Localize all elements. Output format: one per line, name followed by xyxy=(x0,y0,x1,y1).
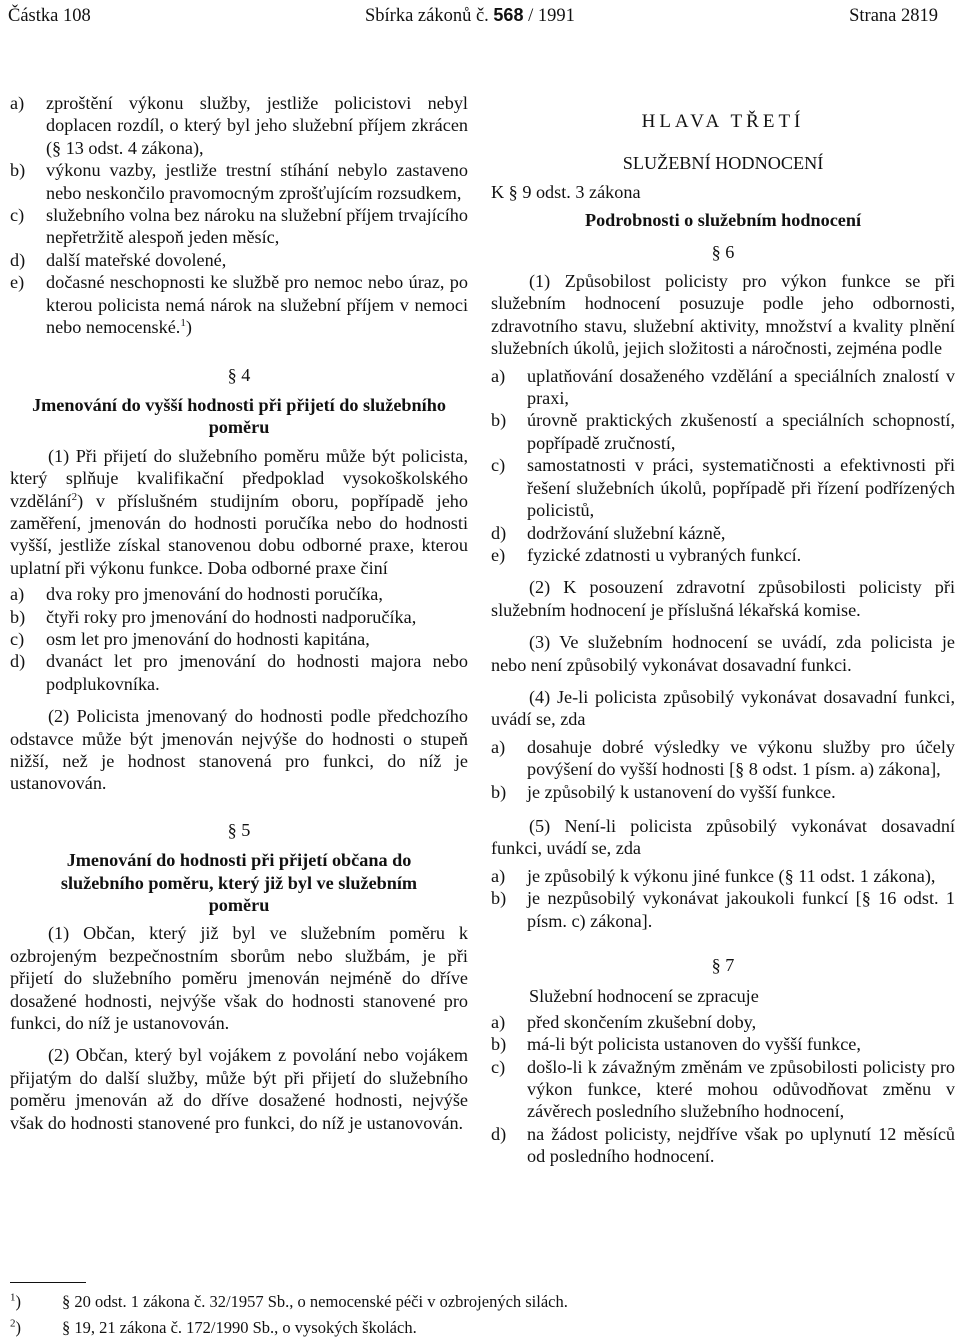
chapter-title: SLUŽEBNÍ HODNOCENÍ xyxy=(622,153,824,174)
item-text: služebního volna bez nároku na služební příjem trvajícího nepřetržitě alespoň jeden měsíc, xyxy=(46,205,468,248)
item-label: a) xyxy=(10,584,25,605)
list-item xyxy=(491,409,955,454)
header-page: Strana 2819 xyxy=(849,5,938,26)
list-item xyxy=(491,887,955,932)
item-text: zproštění výkonu služby, jestliže policistovi nebyl doplacen rozdíl, o který byl jeho služební příjem zkrácen (§ 13 odst. 4 zákona), xyxy=(46,93,468,158)
item-label: d) xyxy=(10,249,26,270)
list-item xyxy=(10,159,468,204)
section-number: § 6 xyxy=(711,241,735,262)
list-item xyxy=(491,522,955,544)
item-label: b) xyxy=(491,781,507,802)
footnote-ref: 2 xyxy=(71,490,78,503)
item-label: a) xyxy=(491,736,506,757)
item-label: c) xyxy=(10,205,25,226)
list-item xyxy=(10,583,468,605)
item-text: fyzické zdatnosti u vybraných funkcí. xyxy=(527,544,802,565)
paragraph: (5) Není-li policista způsobilý vykonávat dosavadní funkci, uvádí se, zda xyxy=(491,815,955,859)
list-item xyxy=(10,606,468,628)
paragraph: (3) Ve služebním hodnocení se uvádí, zda policista je nebo není způsobilý vykonávat dosavadní funkci. xyxy=(491,632,955,675)
list-sec6-p5 xyxy=(491,865,955,932)
list-sec6 xyxy=(491,365,955,567)
paragraph: (2) K posouzení zdravotní způsobilosti policisty při služebním hodnocení je příslušná lékařská komise. xyxy=(491,577,955,620)
list-sec6-p4 xyxy=(491,736,955,803)
paragraph: (2) Policista jmenovaný do hodnosti podle předchozího odstavce může být jmenován nejvýše do hodnosti o stupeň nižší, než je hodnost stanovená pro funkci, do níž je ustanovován. xyxy=(10,706,468,794)
paragraph-text: (1) Při přijetí do služebního poměru může být policista, který splňuje kvalifikační předpoklad vysokoškolského vzdělání xyxy=(10,445,468,511)
item-label: b) xyxy=(10,606,26,627)
list-item xyxy=(10,650,468,695)
footnote xyxy=(10,1289,950,1315)
item-label: e) xyxy=(491,544,506,565)
item-text: dodržování služební kázně, xyxy=(527,522,726,543)
header-part: Částka 108 xyxy=(8,5,91,26)
list-item xyxy=(491,865,955,887)
item-label: d) xyxy=(491,1123,507,1144)
footnote-text: § 20 odst. 1 zákona č. 32/1957 Sb., o nemocenské péči v ozbrojených silách. xyxy=(62,1292,568,1311)
item-label: d) xyxy=(10,651,26,672)
list-item xyxy=(491,1056,955,1123)
item-text: je nezpůsobilý vykonávat jakoukoli funkcí [§ 16 odst. 1 písm. c) zákona]. xyxy=(527,888,955,931)
list-item xyxy=(10,271,468,338)
left-column xyxy=(10,92,468,1134)
item-text: samostatnosti v práci, systematičnosti a efektivnosti při řešení služebních úkolů, popřípadě při řízení podřízených policistů, xyxy=(527,455,955,521)
item-text: úrovně praktických zkušeností a speciálních schopností, popřípadě zručností, xyxy=(527,410,955,453)
header-collection-label: Sbírka zákonů č. xyxy=(364,6,494,26)
item-text: dvanáct let pro jmenování do hodnosti majora nebo podplukovníka. xyxy=(46,651,468,694)
item-label: b) xyxy=(10,160,26,181)
paragraph: (4) Je-li policista způsobilý vykonávat dosavadní funkci, uvádí se, zda xyxy=(491,686,955,730)
item-label: b) xyxy=(491,410,507,431)
header-issue-number: 568 xyxy=(493,5,524,25)
list-item xyxy=(491,454,955,521)
item-text: dosahuje dobré výsledky ve výkonu služby pro účely povýšení do vyšší hodnosti [§ 8 odst. 1 písm. a) zákona], xyxy=(527,736,955,780)
list-item xyxy=(491,365,955,410)
footnote-number: 1 xyxy=(10,1291,16,1304)
item-label: e) xyxy=(10,272,25,293)
list-item xyxy=(491,781,955,803)
footnote-number: 2 xyxy=(10,1317,16,1330)
list-sec4 xyxy=(10,583,468,695)
statute-reference: K § 9 odst. 3 zákona xyxy=(491,181,641,202)
paragraph: Služební hodnocení se zpracuje xyxy=(529,986,759,1007)
item-text: uplatňování dosaženého vzdělání a speciálních znalostí v praxi, xyxy=(527,365,955,409)
paragraph: (2) Občan, který byl vojákem z povolání nebo vojákem přijatým do další služby, může být při přijetí do služebního poměru jmenován až do dříve dosažené hodnosti, nejvýše však do hodnosti stanovené pro funkci, do níž je ustanovován. xyxy=(10,1045,468,1133)
item-text-body: dočasné neschopnosti ke službě pro nemoc nebo úraz, po kterou policista nemá nárok na služební příjem v nemoci nebo nemocenské. xyxy=(46,272,468,338)
list-item xyxy=(491,1011,955,1033)
list-item xyxy=(491,736,955,781)
item-label: a) xyxy=(10,93,25,113)
list-item xyxy=(10,249,468,271)
section-title: Jmenování do hodnosti při přijetí občana do služebního poměru, který již byl ve služebním poměru xyxy=(60,850,418,915)
footnote xyxy=(10,1315,950,1341)
section-number: § 5 xyxy=(227,819,251,840)
footnotes xyxy=(10,1282,950,1341)
paragraph-text: ) v příslušném studijním oboru, popřípadě jeho zaměření, jmenován do hodnosti poručíka nebo do hodnosti vyšší, jestliže získal stanovenou dobu odborné praxe, kterou uplatní při výkonu funkce. Doba odborné praxe činí xyxy=(10,490,468,578)
list-sec7 xyxy=(491,1011,955,1168)
item-text: má-li být policista ustanoven do vyšší funkce, xyxy=(527,1034,861,1055)
footnote-ref: 1 xyxy=(180,317,186,329)
item-text: je způsobilý k výkonu jiné funkce (§ 11 odst. 1 zákona), xyxy=(527,865,936,886)
header-year: / 1991 xyxy=(523,6,575,26)
footnote-ref-close: ) xyxy=(185,317,192,338)
item-label: c) xyxy=(491,455,506,476)
list-item xyxy=(491,1033,955,1055)
item-text: výkonu vazby, jestliže trestní stíhání nebylo zastaveno nebo neskončilo pravomocným zprošťujícím rozsudkem, xyxy=(46,160,468,203)
list-item xyxy=(491,544,955,566)
item-label: c) xyxy=(491,1056,506,1077)
item-text: osm let pro jmenování do hodnosti kapitána, xyxy=(46,628,370,649)
section-number: § 7 xyxy=(711,955,735,975)
header-collection xyxy=(365,5,575,27)
item-label: b) xyxy=(491,888,507,909)
paragraph: (1) Způsobilost policisty pro výkon funkce se při služebním hodnocení posuzuje podle jeho odbornosti, zdravotního stavu, služební aktivity, množství a kvality plnění služebních úkolů, jejich složitosti a náročnosti, zejména podle xyxy=(491,271,955,359)
item-text: na žádost policisty, nejdříve však po uplynutí 12 měsíců od posledního hodnocení. xyxy=(527,1123,955,1167)
paragraph: (1) Občan, který již byl ve služebním poměru k ozbrojeným bezpečnostním sborům nebo službám, je při přijetí do služebního poměru jmenován nejméně do dříve dosažené hodnosti, nejvýše však do hodnosti stanovené pro funkci, do níž je ustanovován. xyxy=(10,923,468,1034)
item-text: čtyři roky pro jmenování do hodnosti nadporučíka, xyxy=(46,606,417,627)
item-text: další mateřské dovolené, xyxy=(46,249,227,270)
section-title: Jmenování do vyšší hodnosti při přijetí do služebního poměru xyxy=(32,394,446,438)
item-label: d) xyxy=(491,522,507,543)
footnote-text: § 19, 21 zákona č. 172/1990 Sb., o vysokých školách. xyxy=(62,1318,417,1337)
list-item xyxy=(10,92,468,159)
item-text: dva roky pro jmenování do hodnosti poručíka, xyxy=(46,584,383,605)
item-label: c) xyxy=(10,628,25,649)
item-label: a) xyxy=(491,865,506,886)
footnote-marker: $^1$) xyxy=(10,1291,21,1311)
list-top xyxy=(10,92,468,338)
subsection-title: Podrobnosti o služebním hodnocení xyxy=(584,210,862,231)
chapter-heading: HLAVA TŘETÍ xyxy=(641,111,805,132)
page-header xyxy=(8,4,938,28)
item-label: a) xyxy=(491,1011,506,1032)
footnote-marker: $^2$) xyxy=(10,1317,21,1337)
list-item xyxy=(491,1123,955,1168)
item-text: došlo-li k závažným změnám ve způsobilosti policisty pro výkon funkce, které mohou odůvodňovat změnu v závěrech posledního služebního hodnocení, xyxy=(527,1056,955,1122)
right-column xyxy=(491,92,955,1168)
footnote-divider xyxy=(10,1282,86,1283)
paragraph xyxy=(10,445,468,579)
item-text: je způsobilý k ustanovení do vyšší funkce. xyxy=(527,781,836,802)
item-label: a) xyxy=(491,365,506,386)
section-number: § 4 xyxy=(227,365,251,386)
list-item xyxy=(10,204,468,249)
item-text: před skončením zkušební doby, xyxy=(527,1011,757,1032)
list-item xyxy=(10,628,468,650)
item-label: b) xyxy=(491,1034,507,1055)
item-text xyxy=(46,271,468,338)
